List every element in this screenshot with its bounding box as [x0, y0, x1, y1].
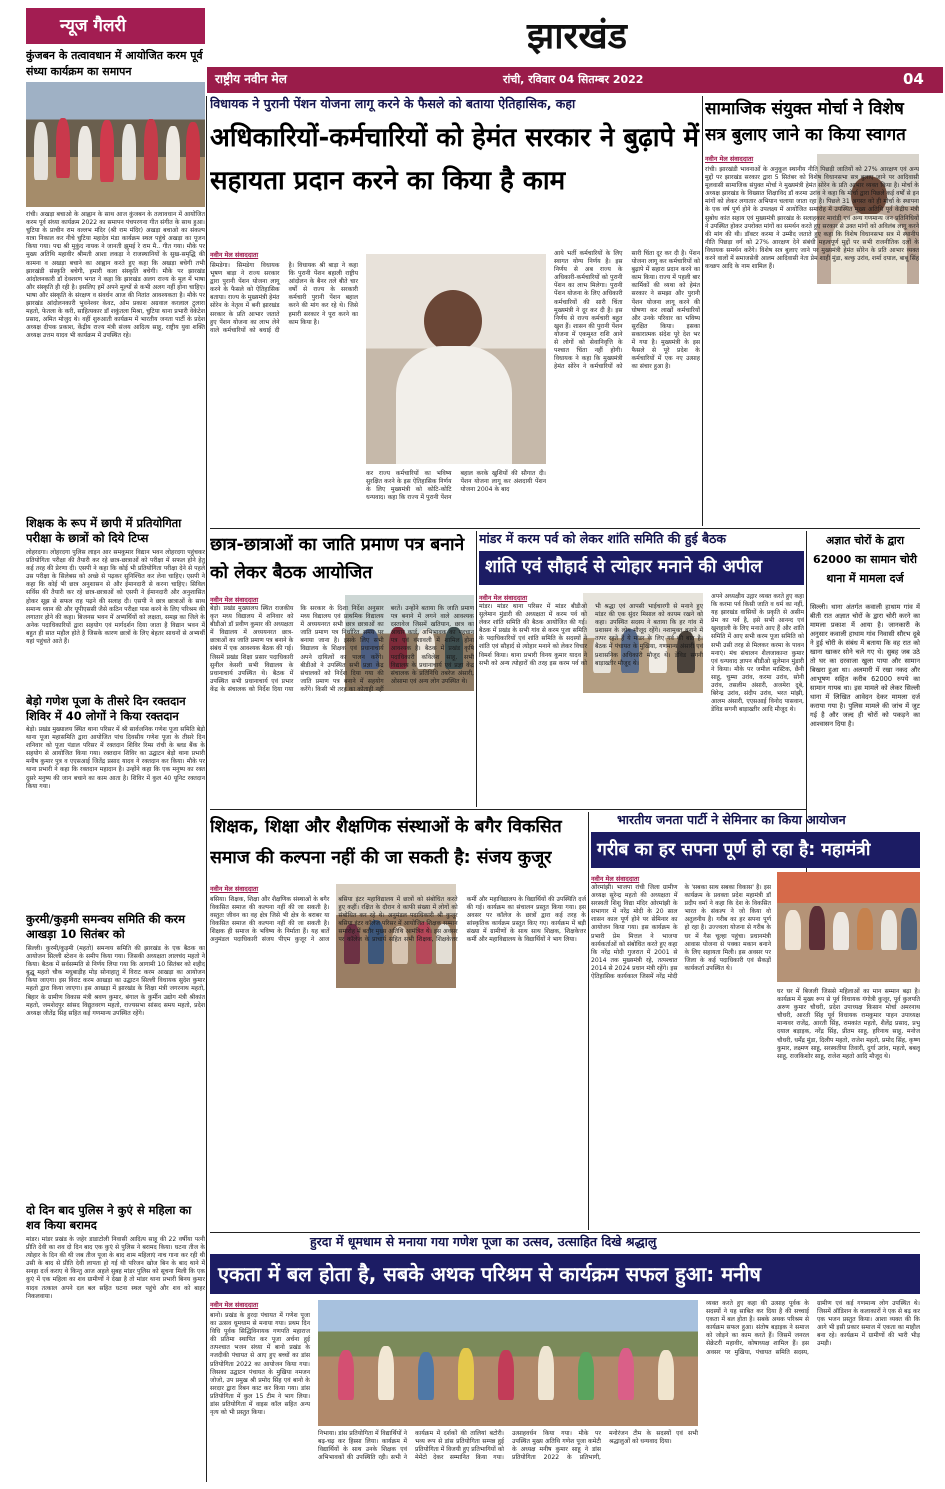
caste-certificate-story	[210, 531, 474, 807]
peace-byline: नवीन मेल संवाददाता	[479, 594, 528, 602]
lead-story	[210, 96, 700, 526]
bjp-byline: नवीन मेल संवाददाता	[591, 875, 640, 883]
mid-divider-1	[476, 531, 477, 807]
ganesh-body-right: व्यक्त करते हुए कहा की उत्साह पूर्वक के सदस्यों ने यह साबित कर दिया है की सच्चाई एकता में बल होता है। सबके अथक परिश्रम से कार्यक्रम सफल हुआ। संतोष बड़ाइक ने समाज को जोड़ने का काम करते हैं। जिसमें जनरल सेक्रेटरी महावीर, कोषाध्यक्ष शामिल हैं। इस अवसर पर मुखिया, पंचायत समिति सदस्य, ग्रामीण एवं कई गणमान्य लोग उपस्थित थे। जिसमें ऑडिशन के कलाकारों ने एक से बढ़ कर एक भजन प्रस्तुत किया। आशा व्यक्त की कि आगे भी इसी प्रकार समाज में एकता का माहौल बना रहे। कार्यक्रम में ग्रामीणों की भारी भीड़ उमड़ी।	[706, 1300, 920, 1356]
sidebar-headline-3: बेड़ो गणेश पूजा के तीसरे दिन रक्तदान शिविर में 40 लोगों ने किया रक्तदान	[26, 694, 186, 723]
caste-byline: नवीन मेल संवाददाता	[210, 596, 259, 604]
sidebar-body-4: सिल्ली। कुरमी/कुड़मी (महतो) समन्वय समिति की झारखंड के एक बैठक का आयोजन सिल्ली स्टेशन के समीप किया गया। जिसकी अध्यक्षता लालचंद महतो ने किया। बैठक में सर्वसम्मति से निर्णय लिया गया कि आगामी 10 सितंबर को शहीद बुद्धू महतो चौक मधुबाड़ीह मोड़ सोनाहातु में विराट करम आखड़ा का आयोजन किया जाएगा। इस विराट करम आखड़ा का उद्घाटन सिल्ली विधायक सुदेश कुमार महतो द्वारा किया जाएगा। इस आखड़ा में झारखंड के शिक्षा मंत्री जगरनाथ महतो, बिहार के ग्रामीण विकास मंत्री श्रवण कुमार, बंगाल के कुर्मीन उद्योग मंत्री श्रीकांत महतो, जमशेदपुर सांसद विद्युतवरण महतो, राज्यसभा सांसद समय महतो, प्रदेश अध्यक्ष जीतेंद्र सिंह सहित कई गणमान्य उपस्थित रहेंगे।	[26, 945, 205, 1017]
peace-body-right: अपने अध्यक्षीय उद्गार व्यक्त करते हुए कहा कि करमा पर्व किसी जाति व धर्म का नहीं, यह झारखंड वासियों के प्रकृति से असीम प्रेम का पर्व है, इसे सभी आनन्द एवं खुशहाली के लिए मनाते आए हैं और शांति समिति में आए सभी करम पूजा समिति को सभी उसी तरह से मिलकर करमा के पावन मनाएं। मंच संचालन शैलजाकान्त कुमार एवं धन्यवाद ज्ञापन बीडीओ सुलेमान मुंडारी ने किया। मौके पर जमील मास्टिक, छैनी साहू, चुम्मा उरांव, करमा उरांव, सोनी उरांव, तसलीम अंसारी, अजमेरा दूबे, बिरेन्द्र उरांव, संदीप उरांव, भरत मांझी, आलम अंसारी, एएसआई विनोद पासवान, डेविड सगनी बाड़ाख्तीर आदि मौजूद थे।	[711, 593, 804, 714]
peace-kicker: मांडर में करम पर्व को लेकर शांति समिति की हुई बैठक	[479, 531, 727, 546]
lead-photo-mla	[366, 254, 546, 464]
ganesh-byline: नवीन मेल संवाददाता	[210, 1301, 259, 1309]
peace-headline: शांति एवं सौहार्द से त्योहार मनाने की अपील	[485, 557, 763, 577]
ganesh-headline-box	[210, 1254, 920, 1294]
caste-body: बेड़ो। प्रखंड मुख्यालय स्थित राजकीय कृत मध्य विद्यालय में शनिवार को बीडीओ डॉ प्रवीण कुमार की अध्यक्षता में विद्यालय में अध्ययनरत छात्र-छात्राओं का जाति प्रमाण पत्र बनाने के संबंध में एक आवश्यक बैठक की गई। जिसमें प्रखंड शिक्षा प्रसार पदाधिकारी सुनील केसरी सभी विद्यालय के प्रधानाचार्य उपस्थित थे। बैठक में उपस्थित सभी प्रधानाचार्य एवं प्रभार केंद्र के संचालक को निर्देश दिया गया कि सरकार के दिशा निर्देश अनुसार मध्य विद्यालय एवं प्राथमिक विद्यालय में अध्ययनरत सभी छात्र छात्राओं का जाति प्रमाण पत्र निर्धारित समय पर बनाया जाना है। इसके लिए सभी विद्यालय के शिक्षक एवं प्रधानाचार्य अपने दायित्वों का पालन करेंगे। बीडीओ ने उपस्थित सभी प्रज्ञा केंद्र संचालकों को निर्देश दिया गया की जाति प्रमाण पत्र बनाने में सहयोग करेंगे। किसी भी तरह का कोताही नहीं बरतें। उन्होंने बताया कि जाति प्रमाण पत्र बनाने में लगने वाले आवश्यक दस्तावेज जिसमें खतियान, छात्र का आधार कार्ड, अभिभावक का पहचान पत्र एवं वंशावली में शामिल होना आवश्यक है। बैठक में प्रखंड कृषि पदाधिकारी कविलेश साहू, सभी विद्यालय के प्रधानाचार्य एवं प्रज्ञा केंद्र संचालक के प्रतिनिधि तबरेज अंसारी, ओसामा एवं अन्य लोग उपस्थित थे।	[210, 605, 474, 693]
bjp-photo-audience	[777, 872, 920, 982]
peace-body: मांडर। मांडर थाना परिसर में मांडर बीडीओ सुलेमान मुंडारी की अध्यक्षता में करम पर्व को लेकर शांति समिति की बैठक आयोजित की गई। बैठक में प्रखंड के सभी गांव से करम पूजा समिति के पदाधिकारियों एवं शांति समिति के सदस्यों ने शांति एवं सौहार्द से त्योहार मनाने को लेकर विचार विमर्श किया। थाना प्रभारी विनय कुमार यादव ने सभी को अन्य त्योहारों की तरह इस करम पर्व को भी श्रद्धा एवं आपसी भाईचारगी से मनाने हुए मांडर की एक सुंदर मिसाल को कायम रखने को कहा। उपस्थित सदस्य ने बताया कि हर गांव में प्रशासन के लोग मौजूद रहेंगे। नशामुक्त बनाने में तत्पर रहते हैं ये मांडर के लिए गर्व की बात है। बैठक में पंचायत के मुखिया, गणमान्य अंसारी एवं प्रशासनिक अधिकारी मौजूद थे। डेविड सगनी बाड़ाख्तीर मौजूद थे।	[479, 603, 703, 667]
masthead	[205, 0, 945, 94]
page-number: 04	[903, 70, 924, 88]
teacher-story	[210, 812, 586, 1230]
sidebar-body-3: बेड़ो। प्रखंड मुख्यालय स्थित थाना परिसर में श्री सार्वजनिक गणेश पूजा समिति बेड़ो थाना पूजा महासमिति द्वारा आयोजित पांच दिवसीय गणेश पूजा के तीसरे दिन शनिवार को पूजा पंडाल परिसर में रक्तदान शिविर रिम्स रांची के ब्लड बैंक के सहयोग से आयोजित किया गया। रक्तदान शिविर का उद्घाटन बेड़ो थाना प्रभारी मनीष कुमार पुत्र व एएसआई जितेंद्र प्रसाद यादव ने रक्तदान कर किया। मौके पर थाना प्रभारी ने कहा कि रक्तदान महादान है। उन्होंने कहा कि एक मनुष्य का रक्त दूसरे मनुष्य की जान बचाने का काम आता है। शिविर में कुल 40 यूनिट रक्तदान किया गया।	[26, 726, 205, 790]
bjp-body-right: घर घर में बिजली जिससे महिलाओं का मान सम्मान बढ़ा है। कार्यक्रम में मुख्य रूप से पूर्व विधायक गंगोत्री कुजूर, पूर्व कुलपति अरुण कुमार चौधरी, प्रदेश उपाध्यक्ष किसान मोर्चा अमरनाथ चौधरी, आरती सिंह पूर्व विधायक रामकुमार पाहन उपाध्यक्ष मान्यवर राजेंद्र, आरती सिंह, रामकांत महतो, शैलेंद्र प्रसाद, प्रभु दयाल बड़ाइक, नरेंद्र सिंह, प्रीतम साहू, हरिनाथ साहू, मनोज चौधरी, धर्मेंद्र मुंडा, दिलीप महतो, राजेश महतो, प्रमोद सिंह, कृष्ण कुमार, लक्ष्मण साहू, सरस्वतीया तिवारी, दुर्गा उरांव, महतो, बबलू साहू, राजकिशोर साहू, राजेश महतो आदि मौजूद थे।	[777, 988, 920, 1060]
caste-headline: छात्र-छात्राओं का जाति प्रमाण पत्र बनाने को लेकर बैठक आयोजित	[210, 535, 465, 583]
state-title: झारखंड	[527, 16, 627, 57]
sidebar-headline-5: दो दिन बाद पुलिस ने कुएं से महिला का शव किया बरामद	[26, 1203, 192, 1232]
bjp-seminar-story	[591, 812, 920, 1230]
ganesh-headline: एकता में बल होता है, सबके अथक परिश्रम से कार्यक्रम सफल हुआ: मनीष	[218, 1262, 761, 1286]
hr-1	[210, 528, 920, 529]
teacher-headline: शिक्षक, शिक्षा और शैक्षणिक संस्थाओं के बगैर विकसित समाज की कल्पना नहीं की जा सकती है: संजय कुजूर	[210, 817, 562, 868]
sidebar-divider	[206, 96, 207, 1482]
theft-body: सिल्ली। थाना अंतर्गत कवाली हाथाम गांव में बीती रात अज्ञात चोरों के द्वारा चोरी करने का मामला प्रकाश में आया है। जानकारी के अनुसार कवाली हाथाम गांव निवासी सौरभ दूबे ने हुई चोरी के संबंध में बताया कि वह रात को खाना खाकर सोने चले गए थे। सुबह जब उठे तो घर का दरवाजा खुला पाया और सामान बिखरा हुआ था। अलमारी में रखा नकद और आभूषण सहित करीब 62000 रुपये का सामान गायब था। इस मामले को लेकर सिल्ली थाना में लिखित आवेदन देकर मामला दर्ज कराया गया है। पुलिस मामले की जांच में जुट गई है और जल्द ही चोरों को पकड़ने का आश्वासन दिया है।	[810, 603, 920, 728]
ganesh-body-mid: निभाया। डांस प्रतियोगिता में विद्यार्थियों ने बढ़-चढ़ कर हिस्सा लिया। कार्यक्रम में विद्यार्थियों के साथ उनके शिक्षक एवं अभिभावकों की उपस्थिति रही। सभी ने कार्यक्रम में दर्शकों की तालियां बटोरी। भव्य रूप से डांस प्रतियोगिता सम्पन्न हुई प्रतियोगिता में विजयी हुए प्रतिभागियों को मेमेंटो देकर सम्मानित किया गया। उत्साहवर्धन किया गया। मौके पर उपस्थित मुख्य अतिथि गणेश पूजा कमेटी के अध्यक्ष मनीष कुमार साहू ने डांस प्रतियोगिता 2022 के प्रतिभागी, मनोरंजन टीम के सदस्यों एवं सभी श्रद्धालुओं को धन्यवाद दिया।	[318, 1430, 698, 1462]
morcha-byline: नवीन मेल संवाददाता	[705, 155, 754, 163]
lead-photo-caption: कर राज्य कर्मचारियों का भविष्य सुरक्षित करने के इस ऐतिहासिक निर्णय के लिए मुख्यमंत्री को कोटि-कोटि धन्यवाद। कहा कि राज्य में पुरानी पेंशन बहाल करके खुशियों की सौगात दी। पेंशन योजना लागू कर अंशदायी पेंशन योजना 2004 के बाद	[366, 470, 546, 502]
sidebar-headline-1: कुंजबन के तत्वावधान में आयोजित करम पूर्व संध्या कार्यक्रम का समापन	[26, 49, 203, 78]
sidebar-photo-dance	[26, 82, 205, 207]
lead-body-left: सिमडेगा। सिमडेगा विधायक भूषण बाड़ा ने राज्य सरकार द्वारा पुरानी पेंशन योजना लागू करने के फैसले को ऐतिहासिक बताया। राज्य के मुख्यमंत्री हेमंत सोरेन के नेतृत्व में बनी झारखंड सरकार के प्रति आभार जताते हुए पेंशन योजना का लाभ लेने वाले कर्मचारियों को बधाई दी है। विधायक श्री बाड़ा ने कहा कि पुरानी पेंशन बहाली राष्ट्रीय आंदोलन के बैनर तले बीते चार वर्षों से राज्य के सरकारी कर्मचारी पुरानी पेंशन बहाल करने की मांग कर रहे थे। जिसे हमारी सरकार ने पूरा करने का काम किया है।	[210, 262, 358, 334]
lead-headline: अधिकारियों-कर्मचारियों को हेमंत सरकार ने बुढ़ापे में सहायता प्रदान करने का किया है काम	[210, 123, 699, 196]
peace-headline-box	[479, 551, 804, 585]
hr-3	[210, 1232, 920, 1233]
gallery-label: न्यूज गैलरी	[60, 16, 126, 36]
morcha-body: रांची। झारखंडी भावनाओं के अनुकूल स्थानीय नीति पिछड़ी जातियों को 27% आरक्षण एवं अन्य मुद्दों पर झारखंड सरकार द्वारा 5 सितंबर को विशेष विधानसभा सत्र बुलाए जाने पर आदिवासी मूलवासी सामाजिक संयुक्त मोर्चा ने मुख्यमंत्री हेमंत सोरेन के प्रति आभार व्यक्त किया है। मोर्चा के अध्यक्ष झारखंड के विख्यात शिक्षाविद डॉ करमा उरांव ने कहा कि मोर्चा द्वारा पिछले कई वर्षों से इन मांगों को लेकर लगातार अभियान चलाया जाता रहा है। पिछले 31 अगस्त को ही मोर्चा के स्थापना के एक वर्ष पूर्ण होने के उपलक्ष्य में आयोजित समारोह में उपस्थित मुख्य अतिथि पूर्व केंद्रीय मंत्री सुबोध कांत सहाय एवं मुख्यमंत्री झारखंड के सलाहकार मारांडी एवं अन्य गणमान्य जन प्रतिनिधियों ने उपस्थित होकर उपरोक्त मांगों का समर्थन करते हुए सरकार से उक्त मांगों को अविलंब लागू करने की मांग की थी। डॉक्टर करमा ने उम्मीद जताते हुए कहा कि विशेष विधानसभा सत्र में स्थानीय नीति पिछड़ा वर्ग को 27% आरक्षण देने संबंधी महत्वपूर्ण मुद्दों पर सभी राजनीतिक दलों के विधायक समर्थन करेंगे। विशेष सत्र बुलाए जाने पर मुख्यमंत्री हेमंत सोरेन के प्रति आभार व्यक्त करने वालों में समाजसेवी आलम आदिवासी नेता प्रेम शाही मुंडा, बल्कु उरांव, शर्मा दयाल, बाबू सिंह कच्छप आदि के नाम शामिल हैं।	[705, 166, 919, 271]
theft-headline: अज्ञात चोरों के द्वारा 62000 का सामान चोरी थाना में मामला दर्ज	[812, 534, 918, 585]
sidebar-headline-4: कुरमी/कुड़मी समन्वय समिति की करम आखड़ा 10 सितंबर को	[26, 912, 185, 941]
sidebar-body-1: रांची। अखड़ा बचाओ के आह्वान के साथ आज कुंजबन के तत्वावधान में आयोजित करम पूर्व संध्या कार्यक्रम 2022 का समापन पंचपरगना गीत संगीत के साथ हुआ। चुटिया के प्राचीन राम वल्लभ मंदिर (श्री राम मंदिर) अखड़ा बचाओ का संकल्प यात्रा निकाल कर नीचे चुटिया महादेव मंडा कार्यक्रम स्थल पहुंचे अखड़ा का पूजन किया गया। पद्म श्री मुकुंद नायक ने जानती झुमई रे राम मै.. गीत गया। मौके पर मुख्य अतिथि महावीर श्रीमती आशा लकड़ा ने राजस्थानियों के सुख-समृद्धि की कामना व अखड़ा बचाने का आह्वान करते हुए कहा कि अखड़ा बचेगी तभी झारखंडी संस्कृति बचेगी, हमारी कला संस्कृति बचेगी। मौके पर झारखंड आंदोलनकारी डॉ देवशरण भगत ने कहा कि झारखंड अलग राज्य के मूल में भाषा और संस्कृति ही रही है। इसलिए हमें अपने मूल्यों से कभी अलग नहीं होना चाहिए। भाषा और संस्कृति के संरक्षण व संवर्धन आज की नितांत आवश्यकता है। मौके पर झारखंड आंदोलनकारी भुवनेश्वर केवट, ओम प्रकाश अग्रवाल करलाल टुलारा महतो, फेतला के करी, साहित्यकार डॉ शकुंतला मिश्रा, चुटिया थाना प्रभारी वेकेटेश प्रसाद, अमित मोजुद थे। वहीं शुरुआती कार्यक्रम में भारतीय जनता पार्टी के प्रदेश अध्यक्ष दीपक प्रकाश, केंद्रीय राज्य मंत्री संजय आदित्य साहू, राष्ट्रीय युवा शक्ति अध्यक्ष उत्तम यादव भी कार्यक्रम में उपस्थित रहे।	[26, 211, 205, 340]
bjp-kicker: भारतीय जनता पार्टी ने सेमिनार का किया आयोजन	[617, 812, 846, 827]
ganesh-puja-story	[210, 1234, 920, 1484]
sidebar-body-5: मांडर। मांडर प्रखंड के जहेर डाडाटोली निवासी आदित्य साहू की 22 वर्षीया पत्नी प्रीति देवी का शव दो दिन बाद एक कुएं से पुलिस ने बरामद किया। घटना तीज के त्योहार के दिन की थी जब तीज पूजा के बाद शाम महिलाएं नाच गाना कर रही थी उसी के बाद से प्रीति देवी लापता हो गई थी परिजन खोज बिन के बाद थाने में सनहा दर्ज कराए थे किन्तु आज अहले सुबह मांडर पुलिस को सूचना मिली कि एक कुएं में एक महिला का शव ग्रामीणों ने देखा है तो मांडर थाना प्रभारी बिनय कुमार यादव तत्काल अपने दल बल सहित घटना स्थल पहुंचे और शव को बाहर निकलवाया।	[26, 1236, 205, 1300]
lead-byline: नवीन मेल संवाददाता	[210, 251, 259, 259]
peace-committee-story	[479, 531, 804, 807]
sidebar-headline-2: शिक्षक के रूप में छापी में प्रतियोगिता परीक्षा के छात्रों को दिये टिप्स	[26, 516, 182, 545]
morcha-story	[705, 96, 919, 526]
paper-name: राष्ट्रीय नवीन मेल	[215, 72, 287, 86]
gallery-label-box	[26, 8, 205, 44]
bottom-divider	[588, 812, 589, 1230]
morcha-headline: सामाजिक संयुक्त मोर्चा ने विशेष सत्र बुलाए जाने का किया स्वागत	[705, 99, 906, 145]
sidebar-body-2: लोहरदगा। लोहरदगा पुलिस लाइन आर समकुमार विद्यान भवन लोहरदगा पहुंचकर प्रतियोगिता परीक्षा की तैयारी कर रहे छात्र-छात्राओं को परीक्षा में सफल होने हेतु कई तरह की प्रेरणा दी। एसपी ने कहा कि कोई भी प्रतियोगिता परीक्षा देने से पहले उस परीक्षा के सिलेबस को अच्छे से पढ़कर सुनिश्चित कर लेना चाहिए। एसपी ने कहा कि कोई भी छात्र अनुशासन से और ईमानदारी से करना चाहिए। सिविल सर्विस की तैयारी कर रहे छात्र-छात्राओं को एसपी ने ईमानदारी और अनुशासित होकर सूझ से सफल राह पढ़ने की सलाह दी। एसपी ने छात्र छात्राओं के साथ समान्य ध्यान की और यूपीएससी जैसे कठिन परीक्षा पास करने के लिए परिश्रम की लगातार होने की कहा। बिजनस भवन में अभ्यर्थियों को लक्षता, समझ का जिले के अनेक पदाधिकारियों द्वारा सहयोग एवं मार्गदर्शन दिया जाता है विद्यान भवन में बहुत ही सात महौल होते है जिसके कारण छात्रों के लिए बेहतर साधनों से अभ्यर्थी यहां पहुंचते आते हैं।	[26, 549, 205, 646]
dateline: रांची, रविवार 04 सितम्बर 2022	[503, 73, 644, 86]
lead-kicker: विधायक ने पुरानी पेंशन योजना लागू करने के फैसले को बताया ऐतिहासिक, कहा	[210, 96, 576, 111]
bjp-headline: गरीब का हर सपना पूर्ण हो रहा है: महामंत्री	[597, 840, 871, 860]
news-gallery-sidebar	[26, 8, 205, 1482]
ganesh-kicker: हुरदा में धूमधाम से मनाया गया गणेश पूजा का उत्सव, उत्साहित दिखे श्रद्धालु	[310, 1234, 657, 1249]
teacher-byline: नवीन मेल संवाददाता	[210, 885, 259, 893]
teacher-body: बसिया। शिक्षक, शिक्षा और शैक्षणिक संस्थाओं के बगैर विकसित समाज की कल्पना नहीं की जा सकती है। वस्तुतः जीवन का वह क्षेत्र जिसे भी क्षेत्र के बराबर या विकसित समाज की कल्पना नहीं की जा सकती है। शिक्षक ही समाज के भविष्य के निर्माता हैं। यह बातें अनुमंडल पदाधिकारी संजय पीएम कुजूर ने आज बसिया इंटर महाविद्यालय में छात्रों को संबोधित करते हुए कहीं। रक्षित के दौरान वे काफी संख्या में लोगों को संबोधित कर रहे थे। अनुमंडल पदाधिकारी श्री कुजूर बसिया इंटर कॉलेज परिसर में आयोजित शिक्षक सम्मान समारोह में बतौर मुख्य अतिथि आमंत्रित थे। इस अवसर पर कॉलेज के प्राचार्य सहित सभी शिक्षक, शिक्षकेत्तर कर्मी और महाविद्यालय के विद्यार्थियों की उपस्थिति दर्ज की गई। कार्यक्रम का संचालन प्रस्तुत किया गया। इस अवसर पर कॉलेज के छात्रों द्वारा कई तरह के सांस्कृतिक कार्यक्रम प्रस्तुत किए गए। कार्यक्रम में बड़ी संख्या में ग्रामीणों के साथ साथ शिक्षक, शिक्षकेत्तर कर्मी और महाविद्यालय के विद्यार्थियों ने भाग लिया।	[210, 896, 586, 944]
bjp-headline-box	[591, 832, 920, 868]
lead-body-right: आये भर्ती कर्मचारियों के लिए स्वागत योग्य निर्णय है। इस निर्णय से अब राज्य के अधिकारी-कर्मचारियों को पुरानी पेंशन का लाभ मिलेगा। पुरानी पेंशन योजना के लिए अधिकारी कर्मचारियों की सारी चिंता मुख्यमंत्री ने दूर कर दी है। इस निर्णय से राज्य कर्मचारी बहुत खुश हैं। शासन की पुरानी पेंशन योजना में एकमुश्त राशि आने से लोगों को सेवानिवृत्ति के पश्चात चिंता नहीं होगी। विधायक ने कहा कि मुख्यमंत्री हेमंत सोरेन ने कर्मचारियों को सारी चिंता दूर कर दी है। पेंशन योजना लागू कर कर्मचारियों को बुढ़ापे में सहारा प्रदान करने का काम किया। राज्य में पहली बार कार्मिकों की व्यथा को हेमंत सरकार ने समझा और पुरानी पेंशन योजना लागू करने की घोषणा कर लाखों कर्मचारियों और उनके परिवार का भविष्य सुरक्षित किया। इसका सकारात्मक संदेश पूरे देश भर में गया है। मुख्यमंत्री के इस फैसले से पूरे प्रदेश के कर्मचारियों में एक नए उत्साह का संचार हुआ है।	[554, 250, 700, 371]
bjp-body: ओरमांझी। भाजपा रांची जिला ग्रामीण अध्यक्ष सुरेन्द्र महतो की अध्यक्षता में सरस्वती शिशु विद्या मंदिर ओरमांझी के सभागार में नरेंद्र मोदी के 20 साल शासन काल पूर्ण होने पर सेमिनार का आयोजन किया गया। इस कार्यक्रम के प्रभारी प्रेम मित्तल ने भाजपा कार्यकर्ताओं को संबोधित करते हुए कहा कि नरेंद्र मोदी गुजरात में 2001 से 2014 तक मुख्यमंत्री रहे, तत्पश्चात 2014 से 2024 प्रधान मंत्री रहेंगे। इस ऐतिहासिक कार्यकाल जिसमें नरेंद्र मोदी के 'सबका साथ सबका विकास' है। इस कार्यक्रम के प्रवक्ता प्रदेश महामंत्री डॉ प्रदीप वर्मा ने कहा कि देश के विकसित भारत के संकल्प ने जो किया वो अतुलनीय है। गरीब का हर सपना पूर्ण हो रहा है। उज्ज्वला योजना से गरीब के घर में गैस चूल्हा पहुंचा। प्रधानमंत्री आवास योजना से पक्का मकान बनाने के लिए सहायता मिली। इस अवसर पर जिला के कई पदाधिकारी एवं सैकड़ों कार्यकर्ता उपस्थित थे।	[591, 884, 771, 981]
ganesh-photo-crowd	[318, 1300, 698, 1426]
hr-2	[210, 809, 806, 810]
ganesh-body-left: बानो। प्रखंड के हुरदा पंचायत में गणेश पूजा का उत्सव धूमधाम से मनाया गया। प्रथम दिन विधि पूर्वक सिद्धिविनायक गणपति महाराज की प्रतिमा स्थापित कर पूजा अर्चना हुई तत्पश्चात भजन संध्या में बानो प्रखंड के नजदीकी पंचायत से आए हुए बच्चों का डांस प्रतियोगिता 2022 का आयोजन किया गया। जिसका उद्घाटन पंचायत के मुखिया नमजन जोजो, उप प्रमुख श्री प्रमोद सिंह एवं बानो के सरदार द्वारा रिबन काट कर किया गया। डांस प्रतियोगिता में कुल 15 टीम ने भाग लिया। डांस प्रतियोगिता में वाइस कॉल सहित अन्य नृत्य को भी प्रस्तुत किया।	[210, 1312, 310, 1417]
lead-right-divider	[702, 96, 703, 526]
